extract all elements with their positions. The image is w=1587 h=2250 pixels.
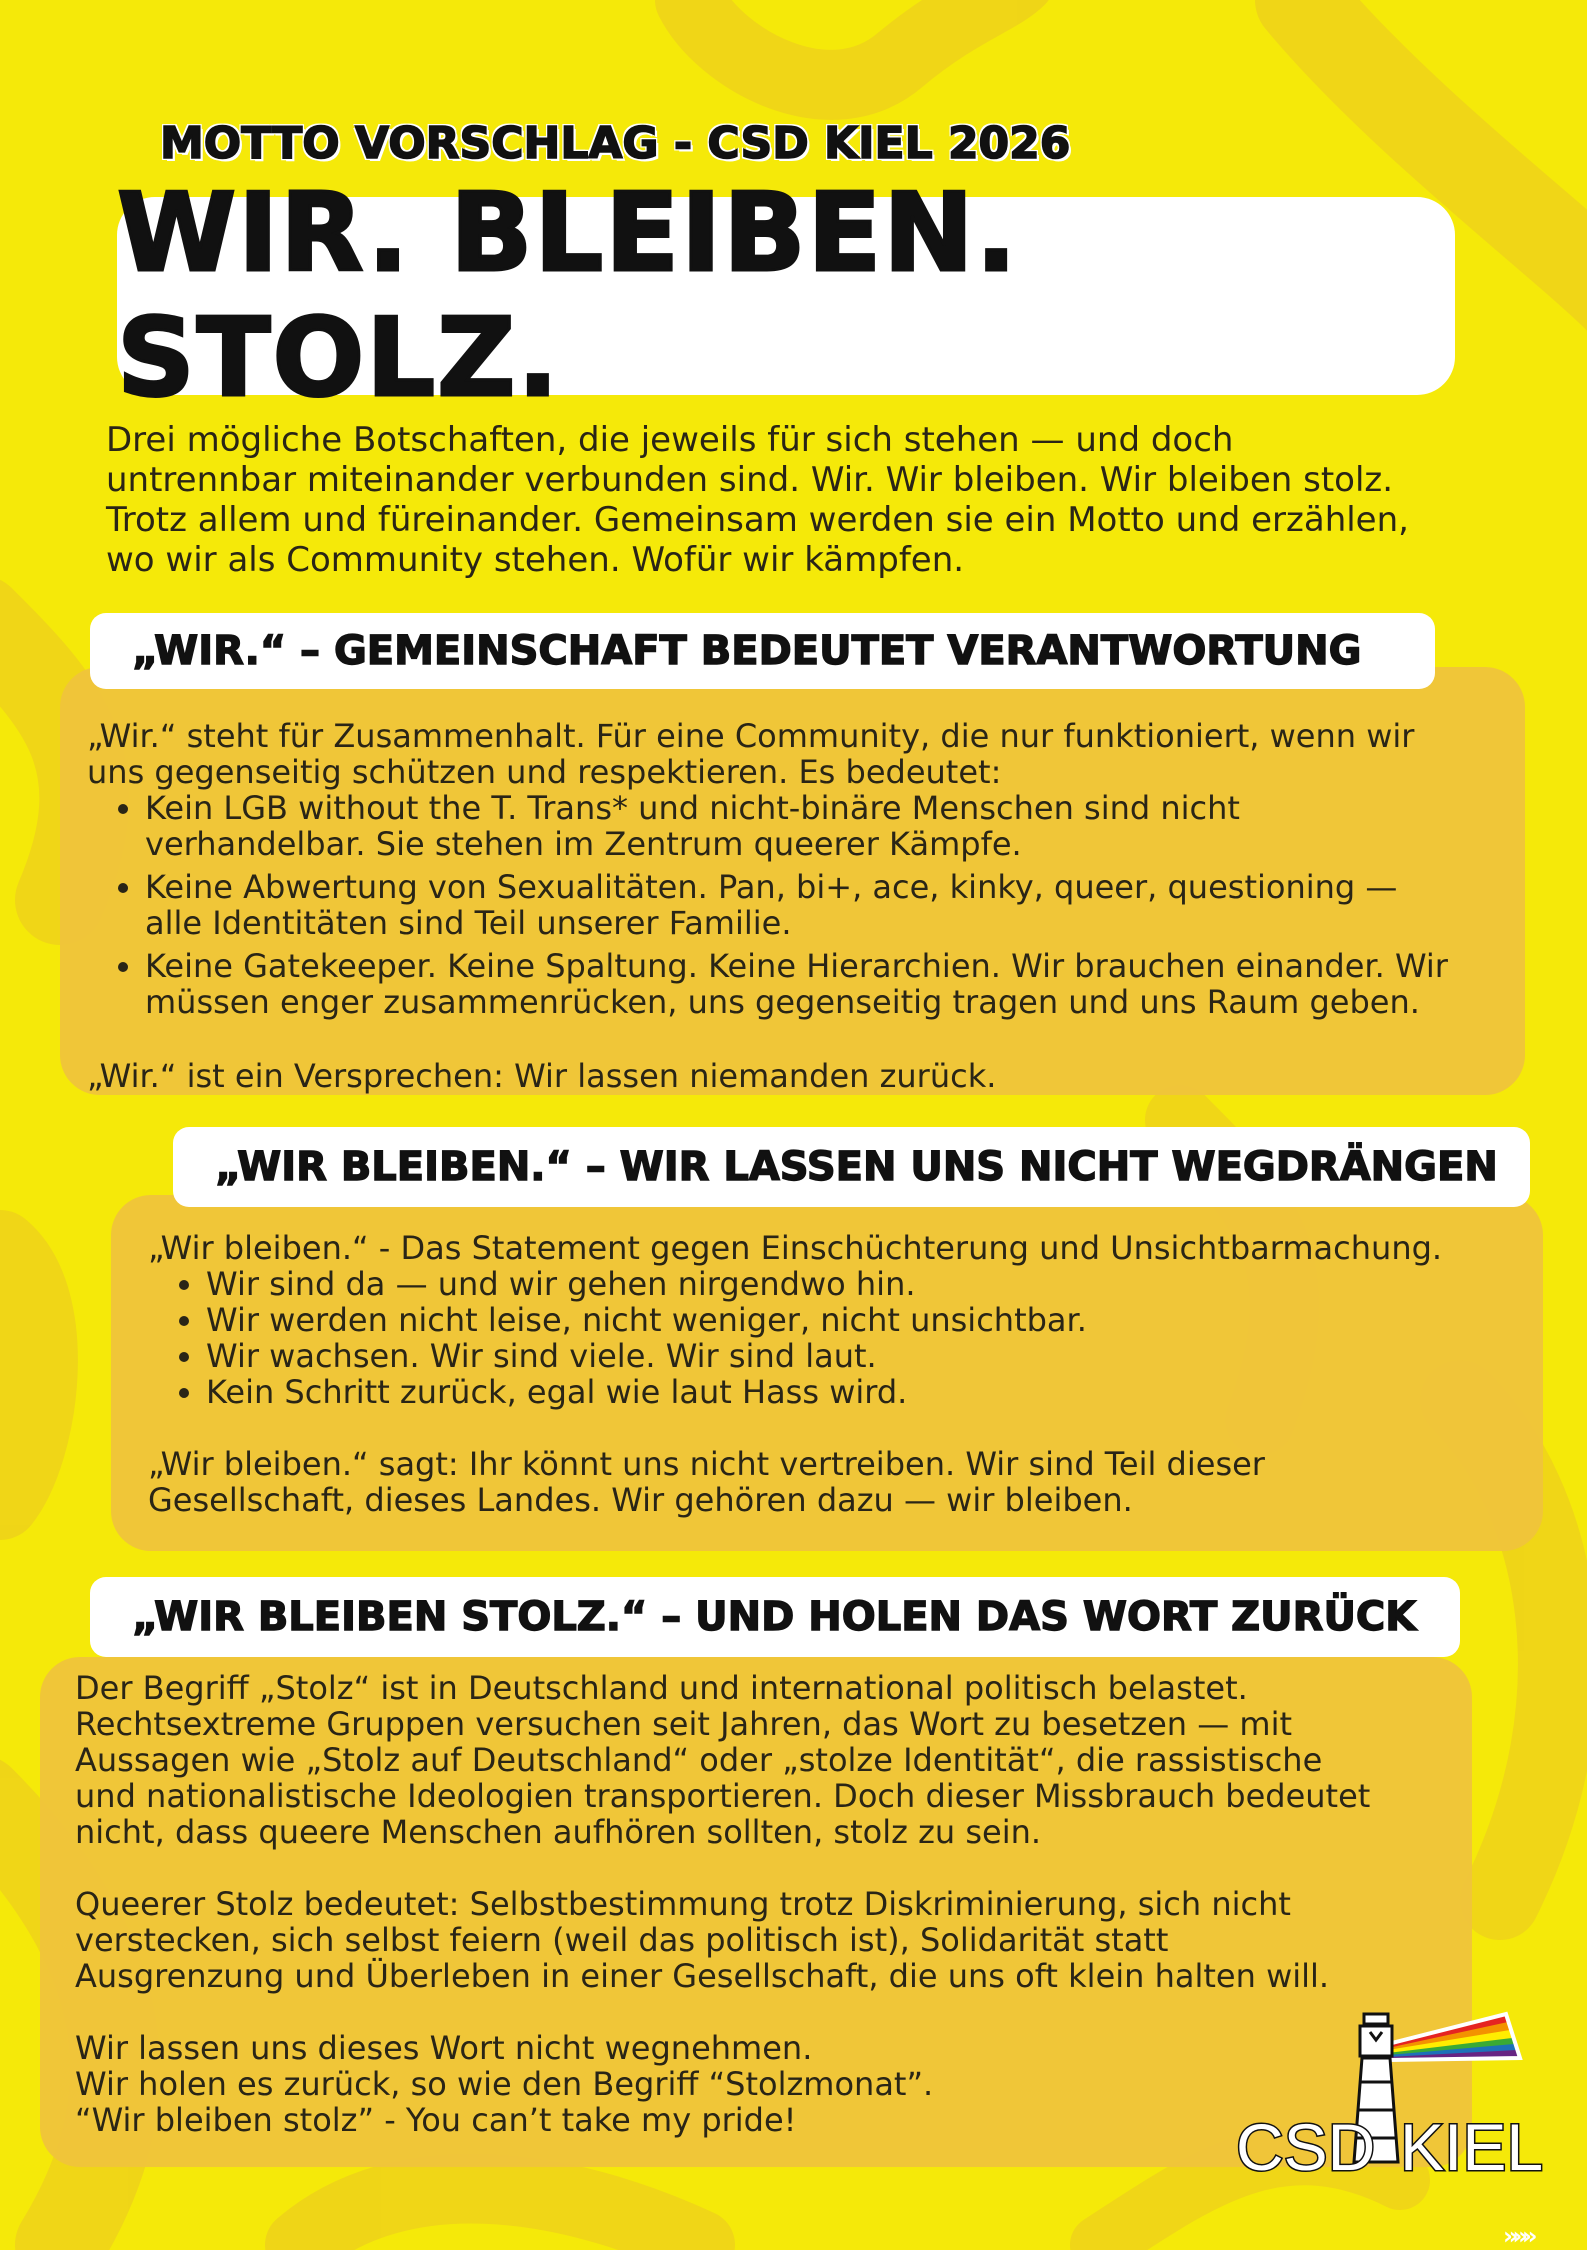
paragraph-line: Der Begriff „Stolz“ ist in Deutschland und international politisch belastet. [75, 1669, 1248, 1707]
section-body [87, 718, 1517, 1094]
intro-line: wo wir als Community stehen. Wofür wir kämpfen. [106, 540, 965, 580]
section-closing-line: „Wir bleiben.“ sagt: Ihr könnt uns nicht vertreiben. Wir sind Teil dieser [148, 1445, 1265, 1483]
list-item: • Wir werden nicht leise, nicht weniger, nicht unsichtbar. [206, 1302, 1518, 1338]
list-item-line: Kein LGB without the T. Trans* und nicht-binäre Menschen sind nicht [145, 789, 1240, 827]
section-intro-line: uns gegenseitig schützen und respektieren. Es bedeutet: [87, 753, 1002, 791]
section-closing-line: Gesellschaft, dieses Landes. Wir gehören dazu — wir bleiben. [148, 1481, 1133, 1519]
list-item-line: alle Identitäten sind Teil unserer Familie. [145, 904, 792, 942]
list-item: • Wir wachsen. Wir sind viele. Wir sind laut. [206, 1338, 1518, 1374]
logo-text-right: KIEL [1400, 2110, 1544, 2184]
list-item-line: Keine Gatekeeper. Keine Spaltung. Keine Hierarchien. Wir brauchen einander. Wir [145, 947, 1448, 985]
paragraph-line: Aussagen wie „Stolz auf Deutschland“ oder „stolze Identität“, die rassistische [75, 1741, 1323, 1779]
bullet-list [148, 1266, 1518, 1410]
csd-kiel-logo [1228, 1992, 1544, 2192]
paragraph-line: “Wir bleiben stolz” - You can’t take my pride! [75, 2101, 797, 2139]
intro-line: Trotz allem und füreinander. Gemeinsam werden sie ein Motto und erzählen, [106, 500, 1409, 540]
section-body [148, 1230, 1518, 1518]
paragraph-line: Wir lassen uns dieses Wort nicht wegnehmen. [75, 2029, 813, 2067]
list-item [145, 790, 1517, 862]
section-heading: „WIR BLEIBEN.“ – WIR LASSEN UNS NICHT WEGDRÄNGEN [173, 1127, 1530, 1207]
list-item-line: Keine Abwertung von Sexualitäten. Pan, bi+, ace, kinky, queer, questioning — [145, 868, 1398, 906]
overtitle: MOTTO VORSCHLAG - CSD KIEL 2026 [160, 118, 1071, 169]
list-item-line: verhandelbar. Sie stehen im Zentrum queerer Kämpfe. [145, 825, 1022, 863]
paragraph-line: und nationalistische Ideologien transportieren. Doch dieser Missbrauch bedeutet [75, 1777, 1371, 1815]
section-heading: „WIR.“ – GEMEINSCHAFT BEDEUTET VERANTWORTUNG [90, 613, 1435, 689]
section-body [75, 1670, 1405, 2138]
section-intro-line: „Wir.“ steht für Zusammenhalt. Für eine Community, die nur funktioniert, wenn wir [87, 717, 1415, 755]
section-closing: „Wir.“ ist ein Versprechen: Wir lassen niemanden zurück. [87, 1057, 997, 1095]
next-arrows-icon: »»» [1503, 2222, 1532, 2250]
paragraph-line: Queerer Stolz bedeutet: Selbstbestimmung trotz Diskriminierung, sich nicht [75, 1885, 1291, 1923]
logo-text-left: CSD [1236, 2110, 1376, 2184]
paragraph-line: Rechtsextreme Gruppen versuchen seit Jahren, das Wort zu besetzen — mit [75, 1705, 1293, 1743]
list-item: • Wir sind da — und wir gehen nirgendwo hin. [206, 1266, 1518, 1302]
intro-line: Drei mögliche Botschaften, die jeweils für sich stehen — und doch [106, 420, 1234, 460]
paragraph-line: Ausgrenzung und Überleben in einer Gesellschaft, die uns oft klein halten will. [75, 1957, 1330, 1995]
section-intro-line: „Wir bleiben.“ - Das Statement gegen Einschüchterung und Unsichtbarmachung. [148, 1229, 1443, 1267]
bullet-list [87, 790, 1517, 1020]
intro-line: untrennbar miteinander verbunden sind. Wir. Wir bleiben. Wir bleiben stolz. [106, 460, 1394, 500]
page-title: WIR. BLEIBEN. STOLZ. [117, 171, 1019, 421]
list-item [145, 948, 1517, 1020]
paragraph-line: verstecken, sich selbst feiern (weil das politisch ist), Solidarität statt [75, 1921, 1169, 1959]
intro-text [106, 420, 1506, 580]
list-item [145, 869, 1517, 941]
section-heading: „WIR BLEIBEN STOLZ.“ – UND HOLEN DAS WORT ZURÜCK [90, 1577, 1460, 1657]
paragraph-line: nicht, dass queere Menschen aufhören sollten, stolz zu sein. [75, 1813, 1042, 1851]
list-item: • Kein Schritt zurück, egal wie laut Hass wird. [206, 1374, 1518, 1410]
paragraph-line: Wir holen es zurück, so wie den Begriff “Stolzmonat”. [75, 2065, 934, 2103]
list-item-line: müssen enger zusammenrücken, uns gegenseitig tragen und uns Raum geben. [145, 983, 1420, 1021]
